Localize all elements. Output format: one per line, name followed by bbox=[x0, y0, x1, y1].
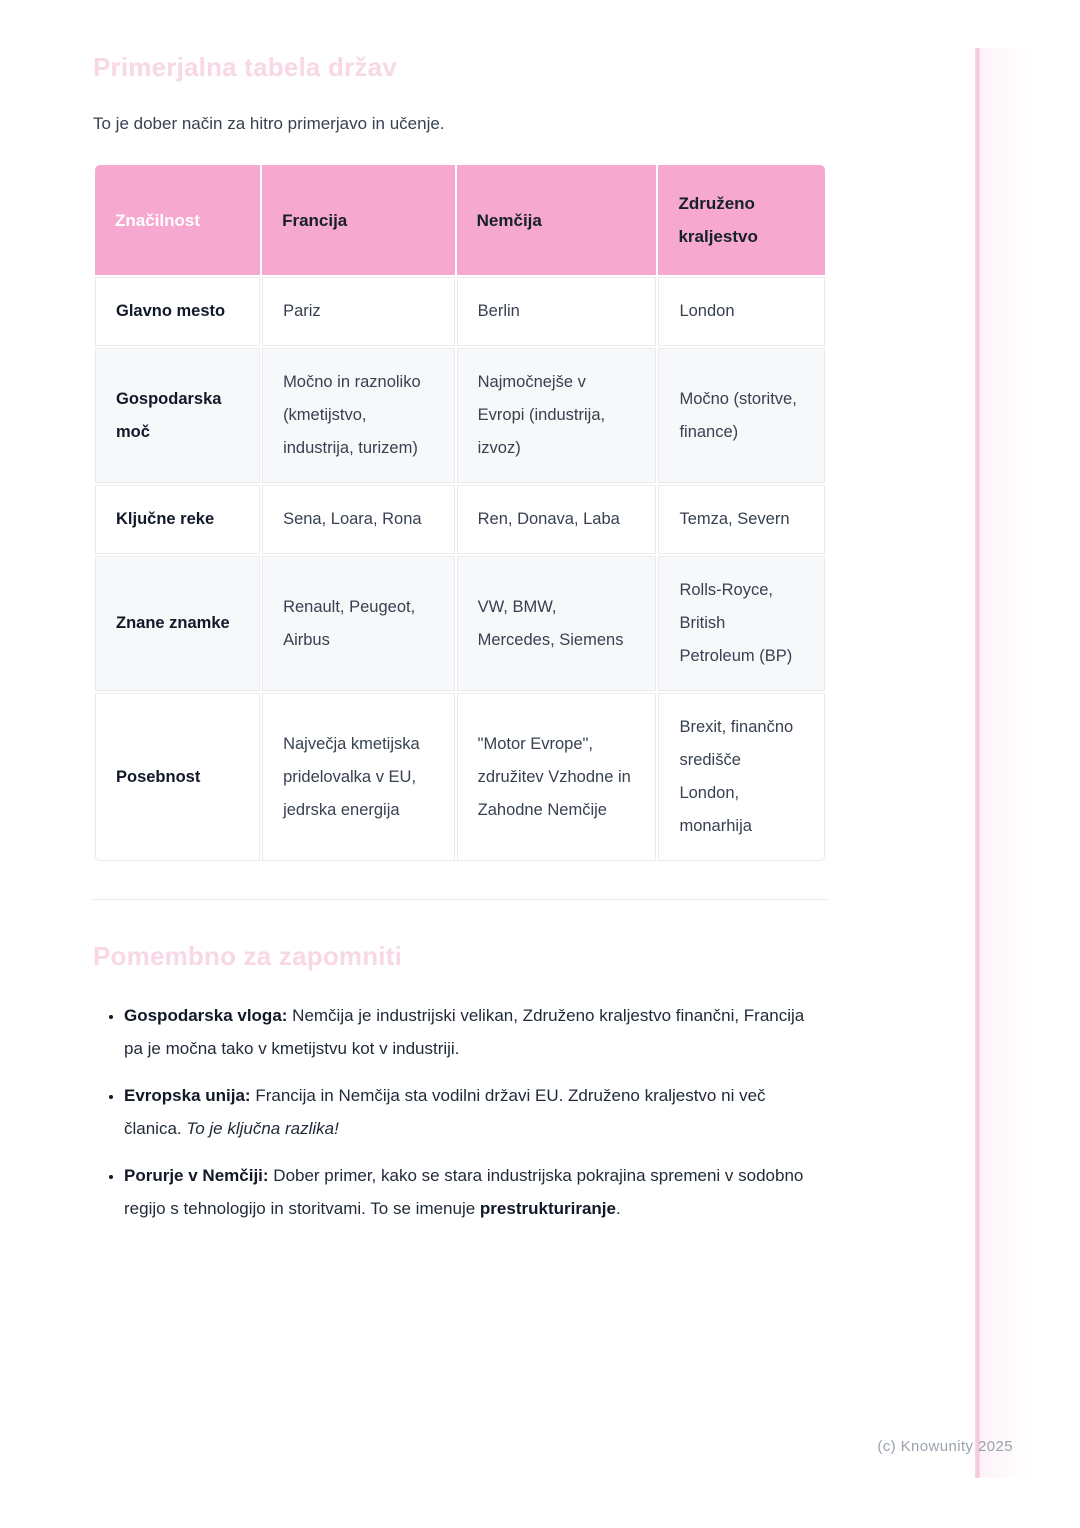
table-row bbox=[95, 348, 825, 483]
list-item-key-term: prestrukturiranje bbox=[479, 1199, 616, 1218]
table-cell: Močno in raznoliko (kmetijstvo, industrija, turizem) bbox=[262, 348, 455, 483]
table-row bbox=[95, 485, 825, 554]
table-cell: Ren, Donava, Laba bbox=[457, 485, 657, 554]
header-cell-uk: Združeno kraljestvo bbox=[658, 165, 825, 275]
table-cell: Najmočnejše v Evropi (industrija, izvoz) bbox=[457, 348, 657, 483]
table-cell: Močno (storitve, finance) bbox=[658, 348, 825, 483]
header-cell-feature: Značilnost bbox=[95, 165, 260, 275]
list-item bbox=[124, 999, 827, 1065]
page-edge-accent-line bbox=[975, 48, 980, 1478]
list-item-lead: Gospodarska vloga: bbox=[124, 1006, 288, 1025]
list-item-text: Nemčija je industrijski velikan, Združeno kraljestvo finančni, Francija pa je močna tako v kmetijstvu kot v industriji. bbox=[124, 1006, 805, 1058]
list-item-emphasis: To je ključna razlika! bbox=[186, 1119, 339, 1138]
table-cell: Renault, Peugeot, Airbus bbox=[262, 556, 455, 691]
table-cell: Berlin bbox=[457, 277, 657, 346]
table-row bbox=[95, 277, 825, 346]
list-item-lead: Evropska unija: bbox=[124, 1086, 251, 1105]
list-item-lead: Porurje v Nemčiji: bbox=[124, 1166, 269, 1185]
list-item-text: Francija in Nemčija sta vodilni državi EU. Združeno kraljestvo ni več članica. bbox=[124, 1086, 766, 1138]
list-item bbox=[124, 1159, 827, 1225]
list-item-text: . bbox=[615, 1199, 621, 1218]
table-cell: Temza, Severn bbox=[658, 485, 825, 554]
list-item-text: Dober primer, kako se stara industrijska pokrajina spremeni v sodobno regijo s tehnologijo in storitvami. To se imenuje bbox=[124, 1166, 804, 1218]
page-edge-panel bbox=[980, 48, 1037, 1478]
table-cell: Največja kmetijska pridelovalka v EU, jedrska energija bbox=[262, 693, 455, 861]
header-cell-germany: Nemčija bbox=[457, 165, 657, 275]
table-cell: "Motor Evrope", združitev Vzhodne in Zahodne Nemčije bbox=[457, 693, 657, 861]
page-subtitle: To je dober način za hitro primerjavo in učenje. bbox=[93, 114, 445, 133]
row-label: Gospodarska moč bbox=[95, 348, 260, 483]
table-row bbox=[95, 693, 825, 861]
table-header-row bbox=[95, 165, 825, 275]
section-divider bbox=[93, 899, 827, 900]
header-cell-france: Francija bbox=[262, 165, 455, 275]
page-title: Primerjalna tabela držav bbox=[93, 52, 397, 82]
table-row bbox=[95, 556, 825, 691]
row-label: Znane znamke bbox=[95, 556, 260, 691]
table-cell: Brexit, finančno središče London, monarhija bbox=[658, 693, 825, 861]
comparison-table bbox=[93, 163, 827, 863]
row-label: Ključne reke bbox=[95, 485, 260, 554]
table-cell: VW, BMW, Mercedes, Siemens bbox=[457, 556, 657, 691]
notes-list bbox=[93, 999, 827, 1225]
row-label: Glavno mesto bbox=[95, 277, 260, 346]
table-cell: Sena, Loara, Rona bbox=[262, 485, 455, 554]
document-content bbox=[93, 0, 827, 1239]
notes-heading: Pomembno za zapomniti bbox=[93, 941, 403, 971]
row-label: Posebnost bbox=[95, 693, 260, 861]
table-cell: Rolls-Royce, British Petroleum (BP) bbox=[658, 556, 825, 691]
list-item bbox=[124, 1079, 827, 1145]
table-cell: London bbox=[658, 277, 825, 346]
footer-credit: (c) Knowunity 2025 bbox=[877, 1438, 1013, 1455]
table-cell: Pariz bbox=[262, 277, 455, 346]
